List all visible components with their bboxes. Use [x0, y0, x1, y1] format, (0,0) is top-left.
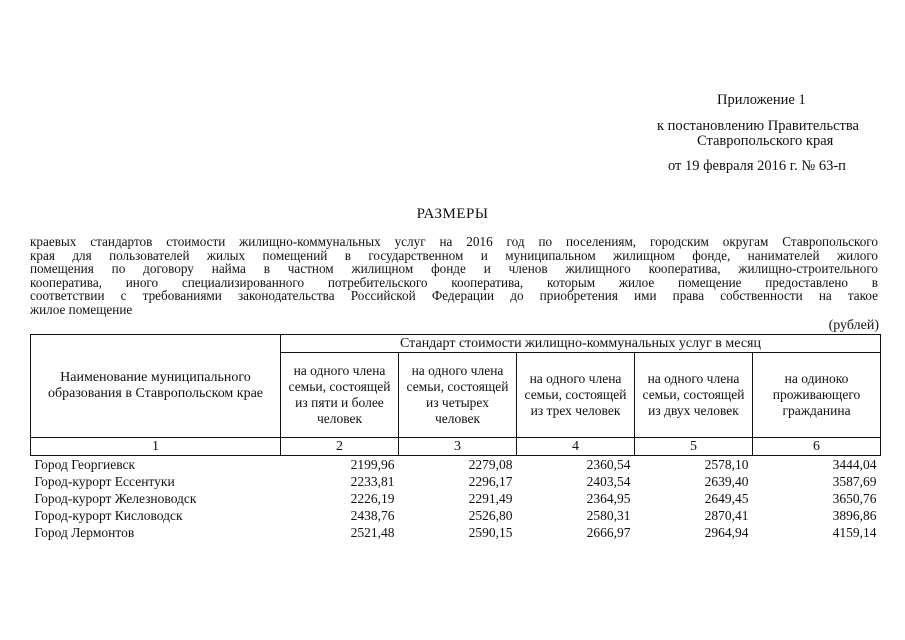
column-number: 3 [399, 438, 517, 456]
rates-table [30, 334, 881, 541]
table-cell: 2870,41 [704, 508, 749, 523]
table-cell: 2360,54 [586, 457, 631, 472]
column-number: 1 [31, 438, 281, 456]
table-cell: 2296,17 [468, 474, 513, 489]
column-number: 4 [517, 438, 635, 456]
table-cell: 2578,10 [704, 457, 749, 472]
table-cell: 2291,49 [468, 491, 513, 506]
table-cell: 3650,76 [832, 491, 877, 506]
table-cell: 2279,08 [468, 457, 513, 472]
table-cell: 2666,97 [586, 525, 631, 540]
intro-line: края для пользователей жилых помещений в государственном и муниципальном жилищном фонде, нанимателей жилого [30, 247, 878, 263]
table-cell: 2964,94 [704, 525, 749, 540]
table-cell: 2226,19 [350, 491, 395, 506]
table-cell: 2199,96 [350, 457, 395, 472]
table-cell: 2590,15 [468, 525, 513, 540]
column-header: на одного члена семьи, состоящей из трех человек [517, 353, 635, 438]
table-cell: 2364,95 [586, 491, 631, 506]
intro-line: помещения по договору найма в частном жилищном фонде и членов жилищного кооператива, жилищно-строительного [30, 261, 878, 277]
units-label: (рублей) [828, 318, 879, 333]
table-cell: 3896,86 [832, 508, 877, 523]
column-header: на одного члена семьи, состоящей из четырех человек [399, 353, 517, 438]
table-cell: 2526,80 [468, 508, 513, 523]
table-row [31, 473, 881, 490]
standard-group-header: Стандарт стоимости жилищно-коммунальных услуг в месяц [281, 335, 881, 353]
column-number: 2 [281, 438, 399, 456]
intro-line: соответствии с требованиями законодательства Российской Федерации до приобретения ими права собственности на такое [30, 288, 878, 304]
intro-paragraph [30, 235, 878, 317]
table-cell: 3587,69 [832, 474, 877, 489]
table-cell: 2521,48 [350, 525, 395, 540]
table-row [31, 524, 881, 541]
column-number: 6 [753, 438, 881, 456]
table-cell: 2403,54 [586, 474, 631, 489]
table-cell: 2233,81 [350, 474, 395, 489]
table-cell: 3444,04 [832, 457, 877, 472]
column-header: на одиноко проживающего гражданина [753, 353, 881, 438]
appendix-date-number: от 19 февраля 2016 г. № 63-п [668, 158, 846, 174]
column-number: 5 [635, 438, 753, 456]
appendix-resolution: к постановлению Правительства [657, 118, 859, 134]
column-header: на одного члена семьи, состоящей из двух человек [635, 353, 753, 438]
table-row [31, 456, 881, 474]
table-row [31, 507, 881, 524]
table-cell: 4159,14 [832, 525, 877, 540]
table-cell: 2580,31 [586, 508, 631, 523]
municipality-name: Город Георгиевск [34, 457, 136, 472]
intro-line: жилое помещение [30, 301, 133, 317]
name-column-header: Наименование муниципального образования в Ставропольском крае [31, 335, 281, 438]
document-title: РАЗМЕРЫ [416, 206, 489, 222]
table-cell: 2438,76 [350, 508, 395, 523]
table-cell: 2649,45 [704, 491, 749, 506]
table-row [31, 490, 881, 507]
municipality-name: Город-курорт Кисловодск [34, 508, 183, 523]
municipality-name: Город-курорт Ессентуки [34, 474, 175, 489]
municipality-name: Город Лермонтов [34, 525, 135, 540]
municipality-name: Город-курорт Железноводск [34, 491, 197, 506]
column-header: на одного члена семьи, состоящей из пяти и более человек [281, 353, 399, 438]
appendix-title: Приложение 1 [717, 92, 806, 108]
intro-line: краевых стандартов стоимости жилищно-коммунальных услуг на 2016 год по поселениям, городским округам Ставропольского [30, 234, 878, 249]
intro-line: кооператива, иного специализированного потребительского кооператива, которым жилое помещение предоставлено в [30, 274, 878, 290]
appendix-region: Ставропольского края [697, 133, 834, 149]
table-cell: 2639,40 [704, 474, 749, 489]
